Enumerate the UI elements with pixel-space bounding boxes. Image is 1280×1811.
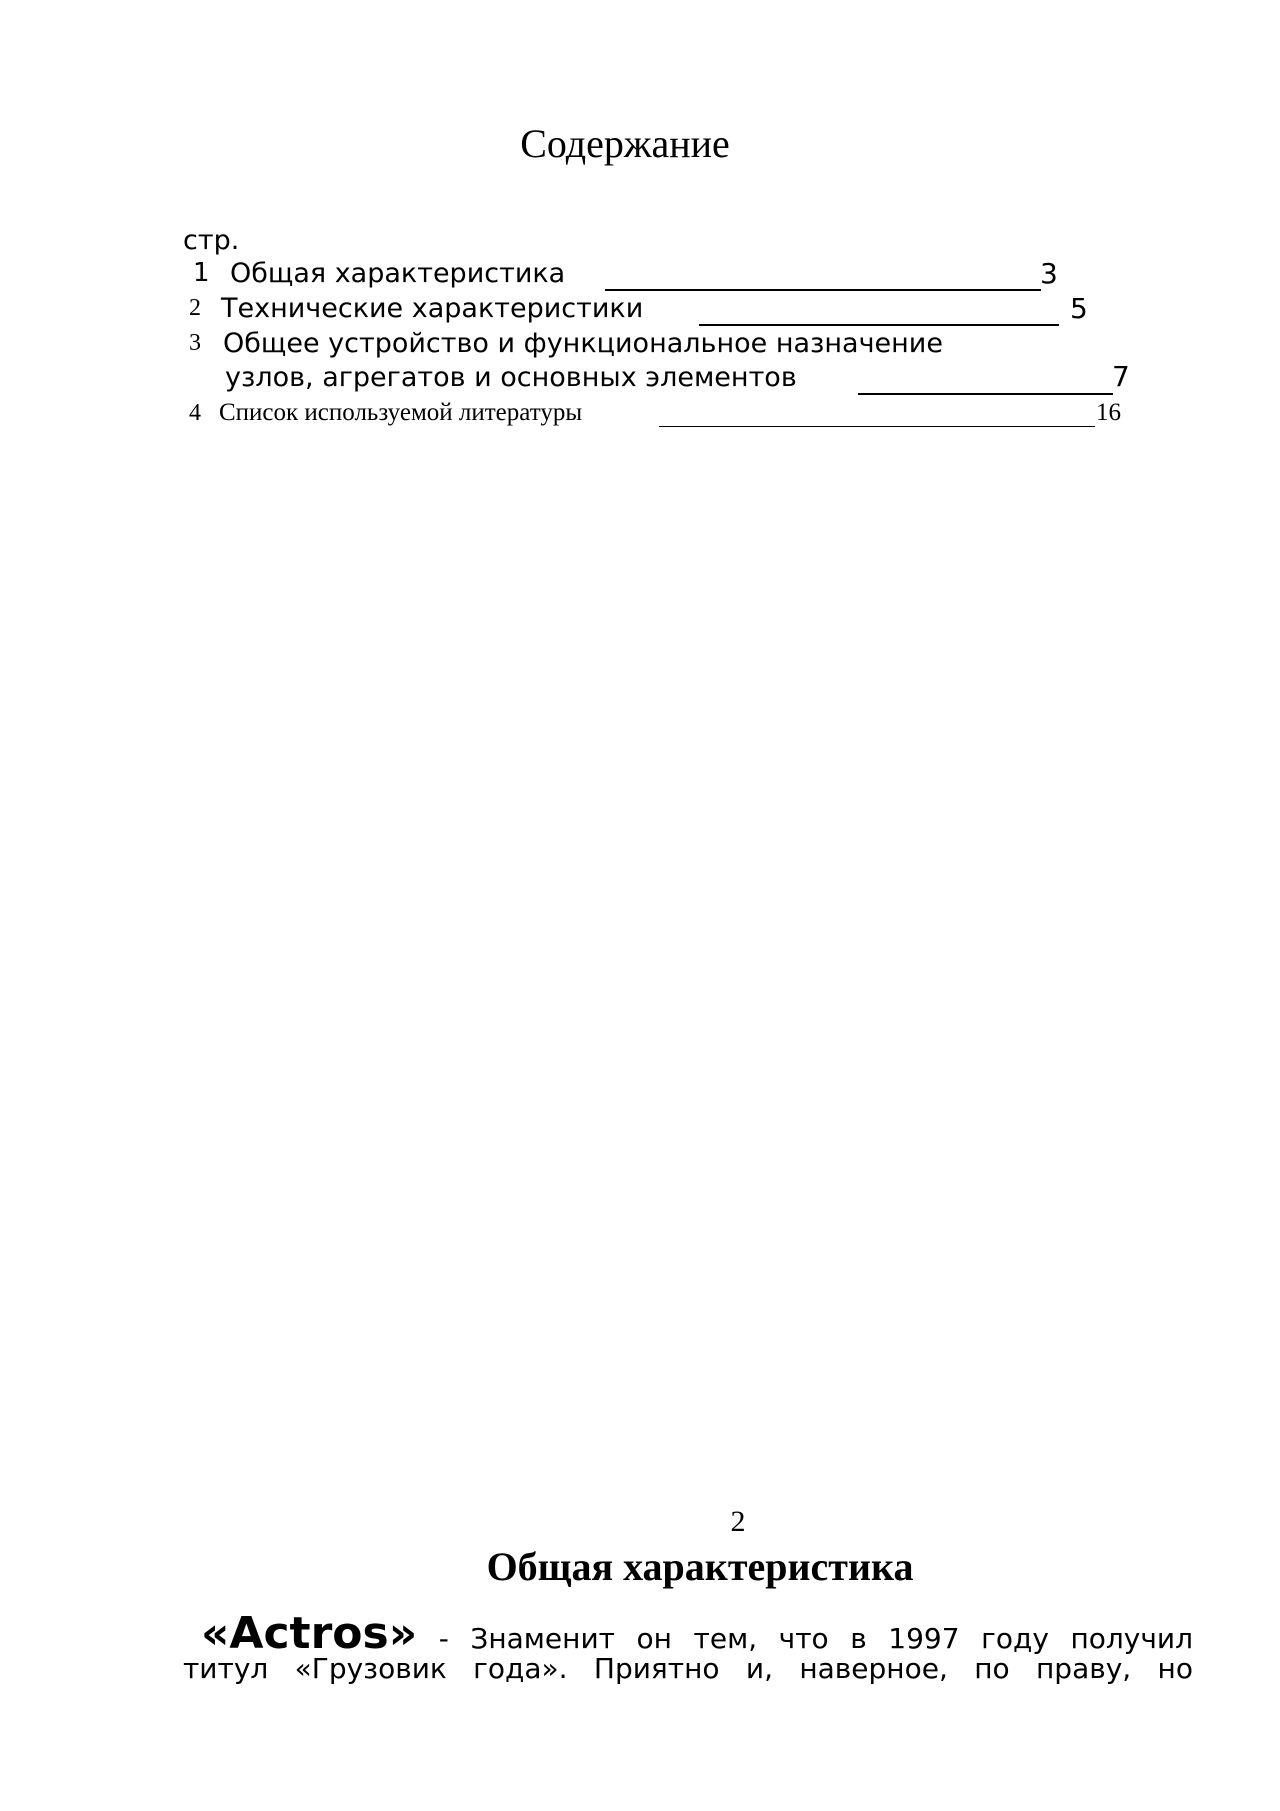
toc-item-number: 3 <box>189 330 201 356</box>
paragraph-lead-term: «Actros» <box>201 1608 418 1659</box>
paragraph-line-2: титул «Грузовик года». Приятно и, наверное, по праву, но <box>183 1652 1193 1685</box>
paragraph-text: - Знаменит он тем, что в 1997 году получил <box>438 1622 1193 1655</box>
toc-leader-line <box>858 393 1113 395</box>
toc-item-label: Технические характеристики <box>221 293 644 324</box>
section-heading: Общая характеристика <box>486 1544 914 1589</box>
toc-item-label: Общее устройство и функциональное назначение <box>223 328 943 359</box>
toc-item-label: Список используемой литературы <box>219 399 583 426</box>
toc-item-label: Общая характеристика <box>230 258 566 289</box>
toc-item-page: 3 <box>1040 257 1058 290</box>
toc-leader-line <box>699 324 1059 326</box>
toc-item-page: 7 <box>1112 360 1130 393</box>
toc-item-page: 5 <box>1070 292 1088 325</box>
page-title: Содержание <box>520 121 730 166</box>
toc-item-number: 2 <box>189 295 201 321</box>
toc-item-label-continuation: узлов, агрегатов и основных элементов <box>225 362 797 393</box>
toc-item-number: 1 <box>193 258 210 288</box>
page-number: 2 <box>730 1505 746 1538</box>
toc-item-page: 16 <box>1096 399 1121 426</box>
toc-item-number: 4 <box>189 400 201 426</box>
toc-leader-line <box>659 426 1095 427</box>
toc-leader-line <box>605 289 1041 291</box>
toc-page-column-label: стр. <box>183 225 240 256</box>
